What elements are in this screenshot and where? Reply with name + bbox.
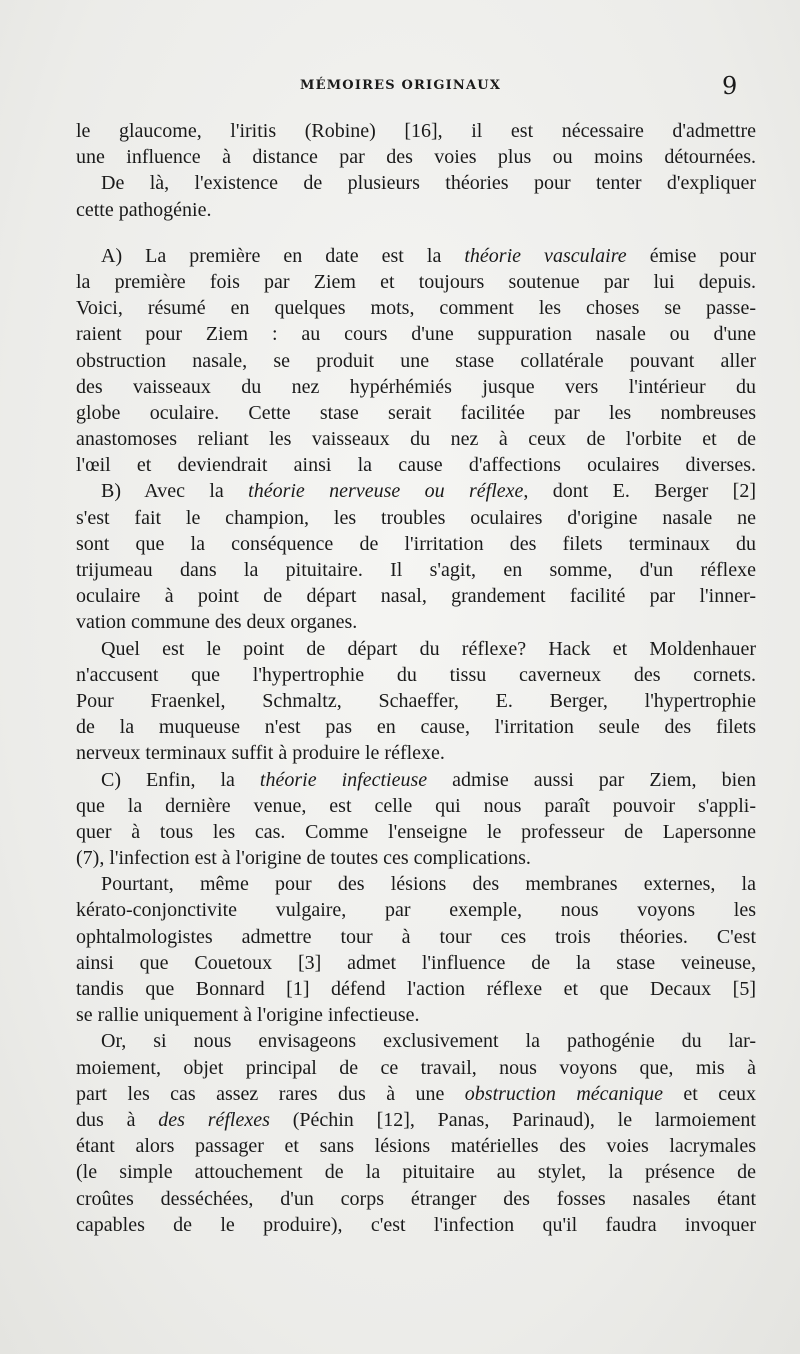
text-line: oculaire à point de départ nasal, grandement facilité par l'inner-: [76, 585, 756, 608]
text-line: moiement, objet principal de ce travail, nous voyons que, mis à: [76, 1056, 756, 1079]
text-line: la première fois par Ziem et toujours soutenue par lui depuis.: [76, 270, 756, 293]
text-segment: A) La première en date est la: [101, 244, 442, 267]
text-line: [76, 1081, 756, 1107]
italic-term: obstruction mécanique: [464, 1082, 663, 1105]
text-segment: , dont E. Berger [2]: [523, 480, 756, 503]
text-line: [76, 243, 756, 269]
text-line: kérato-conjonctivite vulgaire, par exemple, nous voyons les: [76, 899, 756, 922]
text-line: l'œil et deviendrait ainsi la cause d'affections oculaires diverses.: [76, 454, 756, 477]
italic-term: théorie vasculaire: [464, 244, 627, 267]
text-line: Or, si nous envisageons exclusivement la pathogénie du lar-: [101, 1030, 756, 1053]
text-line: n'accusent que l'hypertrophie du tissu caverneux des cornets.: [76, 663, 756, 686]
text-line: trijumeau dans la pituitaire. Il s'agit, en somme, d'un réflexe: [76, 559, 756, 581]
text-line: Voici, résumé en quelques mots, comment les choses se passe-: [76, 297, 756, 320]
text-line: une influence à distance par des voies plus ou moins détournées.: [76, 146, 756, 169]
italic-term: des réflexes: [158, 1108, 270, 1131]
text-line: tandis que Bonnard [1] défend l'action réflexe et que Decaux [5]: [76, 978, 756, 1000]
text-line: cette pathogénie.: [76, 198, 212, 221]
text-line: se rallie uniquement à l'origine infectieuse.: [76, 1004, 420, 1027]
text-line: que la dernière venue, est celle qui nous paraît pouvoir s'appli-: [76, 794, 756, 817]
italic-term: théorie infectieuse: [259, 768, 428, 791]
text-line: quer à tous les cas. Comme l'enseigne le professeur de Lapersonne: [76, 820, 756, 843]
text-line: (le simple attouchement de la pituitaire au stylet, la présence de: [76, 1161, 756, 1184]
page-number: 9: [722, 72, 738, 100]
text-line: vation commune des deux organes.: [76, 611, 358, 634]
text-line: obstruction nasale, se produit une stase collatérale pouvant aller: [76, 349, 756, 372]
text-line: Pourtant, même pour des lésions des membranes externes, la: [101, 873, 756, 896]
text-line: De là, l'existence de plusieurs théories pour tenter d'expliquer: [101, 172, 756, 195]
text-segment: admise aussi par Ziem, bien: [452, 768, 757, 791]
text-segment: émise pour: [649, 244, 757, 267]
text-segment: C) Enfin, la: [101, 768, 235, 791]
text-segment: (Péchin [12], Panas, Parinaud), le larmoiement: [292, 1108, 756, 1131]
text-line: étant alors passager et sans lésions matérielles des voies lacrymales: [76, 1135, 756, 1158]
text-line: Pour Fraenkel, Schmaltz, Schaeffer, E. Berger, l'hypertrophie: [76, 689, 756, 712]
text-line: ainsi que Couetoux [3] admet l'influence de la stase veineuse,: [76, 951, 756, 974]
text-line: globe oculaire. Cette stase serait facilitée par les nombreuses: [76, 401, 756, 424]
text-segment: part les cas assez rares dus à une: [76, 1082, 445, 1105]
paragraph-gap: [76, 223, 756, 243]
page-header: [0, 74, 800, 102]
body-text: [76, 118, 756, 1238]
text-line: le glaucome, l'iritis (Robine) [16], il est nécessaire d'admettre: [76, 120, 756, 142]
text-line: croûtes desséchées, d'un corps étranger des fosses nasales étant: [76, 1187, 756, 1210]
text-line: capables de le produire), c'est l'infection qu'il faudra invoquer: [76, 1213, 756, 1236]
text-line: de la muqueuse n'est pas en cause, l'irritation seule des filets: [76, 716, 756, 739]
text-line: sont que la conséquence de l'irritation des filets terminaux du: [76, 532, 756, 555]
text-segment: B) Avec la: [101, 480, 224, 503]
text-line: Quel est le point de départ du réflexe? Hack et Moldenhauer: [101, 637, 756, 660]
running-head: MÉMOIRES ORIGINAUX: [300, 78, 502, 93]
text-segment: et ceux: [683, 1082, 756, 1105]
italic-term: théorie nerveuse ou réflexe: [248, 480, 524, 503]
text-line: nerveux terminaux suffit à produire le réflexe.: [76, 742, 445, 765]
text-line: ophtalmologistes admettre tour à tour ces trois théories. C'est: [76, 925, 756, 948]
text-line: (7), l'infection est à l'origine de toutes ces complications.: [76, 847, 531, 870]
text-line: anastomoses reliant les vaisseaux du nez à ceux de l'orbite et de: [76, 428, 756, 451]
text-line: [76, 1107, 756, 1133]
text-line: s'est fait le champion, les troubles oculaires d'origine nasale ne: [76, 506, 756, 529]
text-line: des vaisseaux du nez hypérhémiés jusque vers l'intérieur du: [76, 375, 756, 398]
text-segment: dus à: [76, 1108, 136, 1131]
text-line: [76, 767, 756, 793]
text-line: [76, 478, 756, 504]
text-line: raient pour Ziem : au cours d'une suppuration nasale ou d'une: [76, 323, 756, 346]
